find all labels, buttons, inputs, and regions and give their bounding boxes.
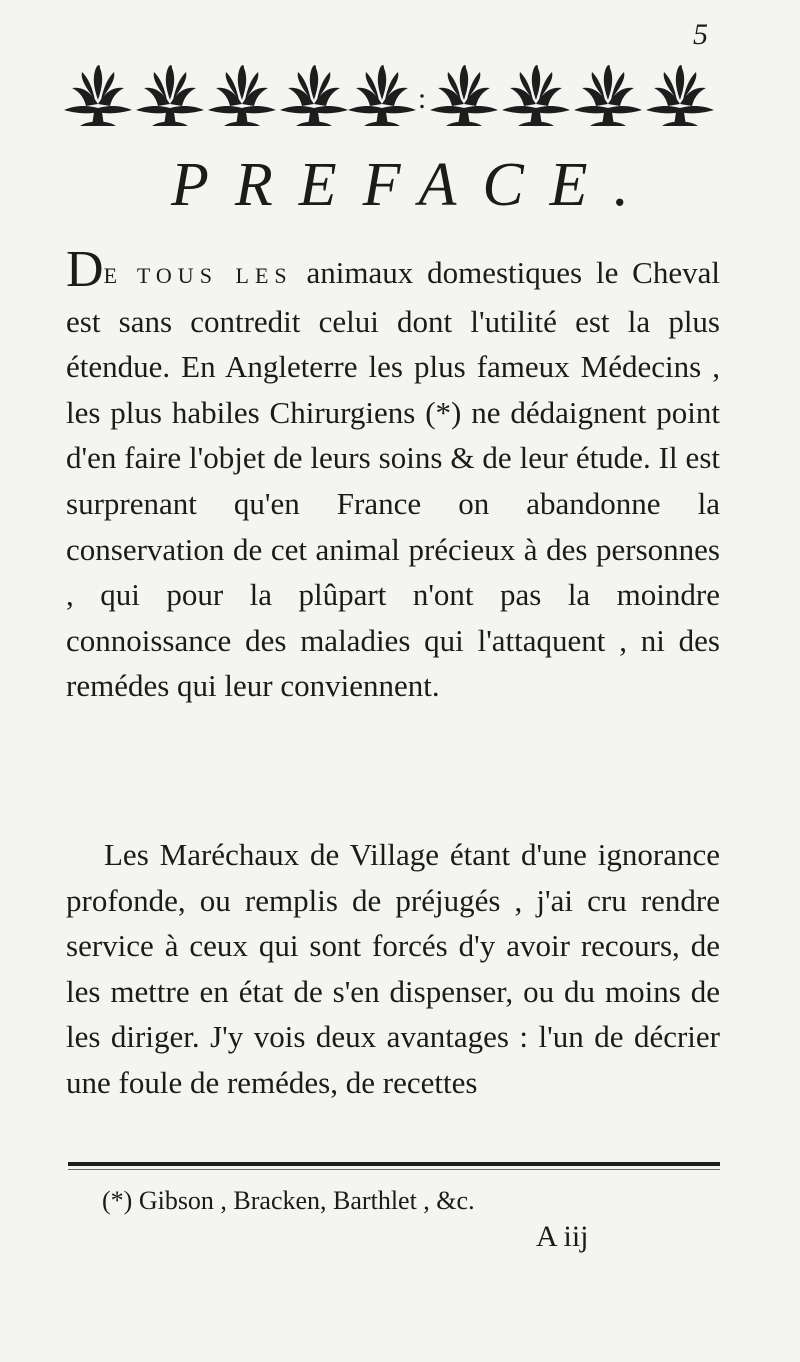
fleuron-icon — [646, 65, 714, 126]
ornament-divider: : — [417, 82, 427, 115]
signature-mark: A iij — [536, 1220, 589, 1253]
fleuron-icon — [136, 65, 204, 126]
first-word-rest: E — [103, 263, 124, 288]
paragraph-1-text: animaux domestiques le Cheval est sans contredit celui dont l'utilité est la plus étendue. En Angleterre les plus fameux Médecins , les plus habiles Chirurgiens (*) ne dédaignent point d'en faire l'objet de leurs soins & de leur étude. Il est surprenant qu'en France on abandonne la conservation de cet animal précieux à des personnes , qui pour la plûpart n'ont pas la moindre connoissance des maladies qui l'attaquent , ni des remédes qui leur conviennent. — [66, 255, 720, 704]
page-title: PREFACE. — [170, 151, 656, 219]
fleuron-ornament-band — [62, 62, 722, 134]
page-number: 5 — [693, 18, 708, 51]
fleuron-icon — [502, 65, 570, 126]
fleuron-icon — [348, 65, 416, 126]
fleuron-icon — [430, 65, 498, 126]
smallcaps-opening: TOUS LES — [136, 263, 293, 288]
fleuron-icon — [208, 65, 276, 126]
preface-paragraph-1 — [66, 241, 720, 709]
paragraph-2-text: Les Maréchaux de Village étant d'une ignorance profonde, ou remplis de préjugés , j'ai cru rendre service à ceux qui sont forcés d'y avoir recours, de les mettre en état de s'en dispenser, ou du moins de les diriger. J'y vois deux avantages : l'un de décrier une foule de remédes, de recettes — [66, 837, 720, 1100]
footnote-rule-thin — [68, 1169, 720, 1170]
drop-cap: D — [66, 241, 104, 298]
footnote: (*) Gibson , Bracken, Barthlet , &c. — [102, 1186, 475, 1215]
fleuron-icon — [64, 65, 132, 126]
footnote-rule — [68, 1162, 720, 1166]
fleuron-icon — [280, 65, 348, 126]
preface-paragraph-2 — [66, 832, 720, 1106]
fleuron-icon — [574, 65, 642, 126]
